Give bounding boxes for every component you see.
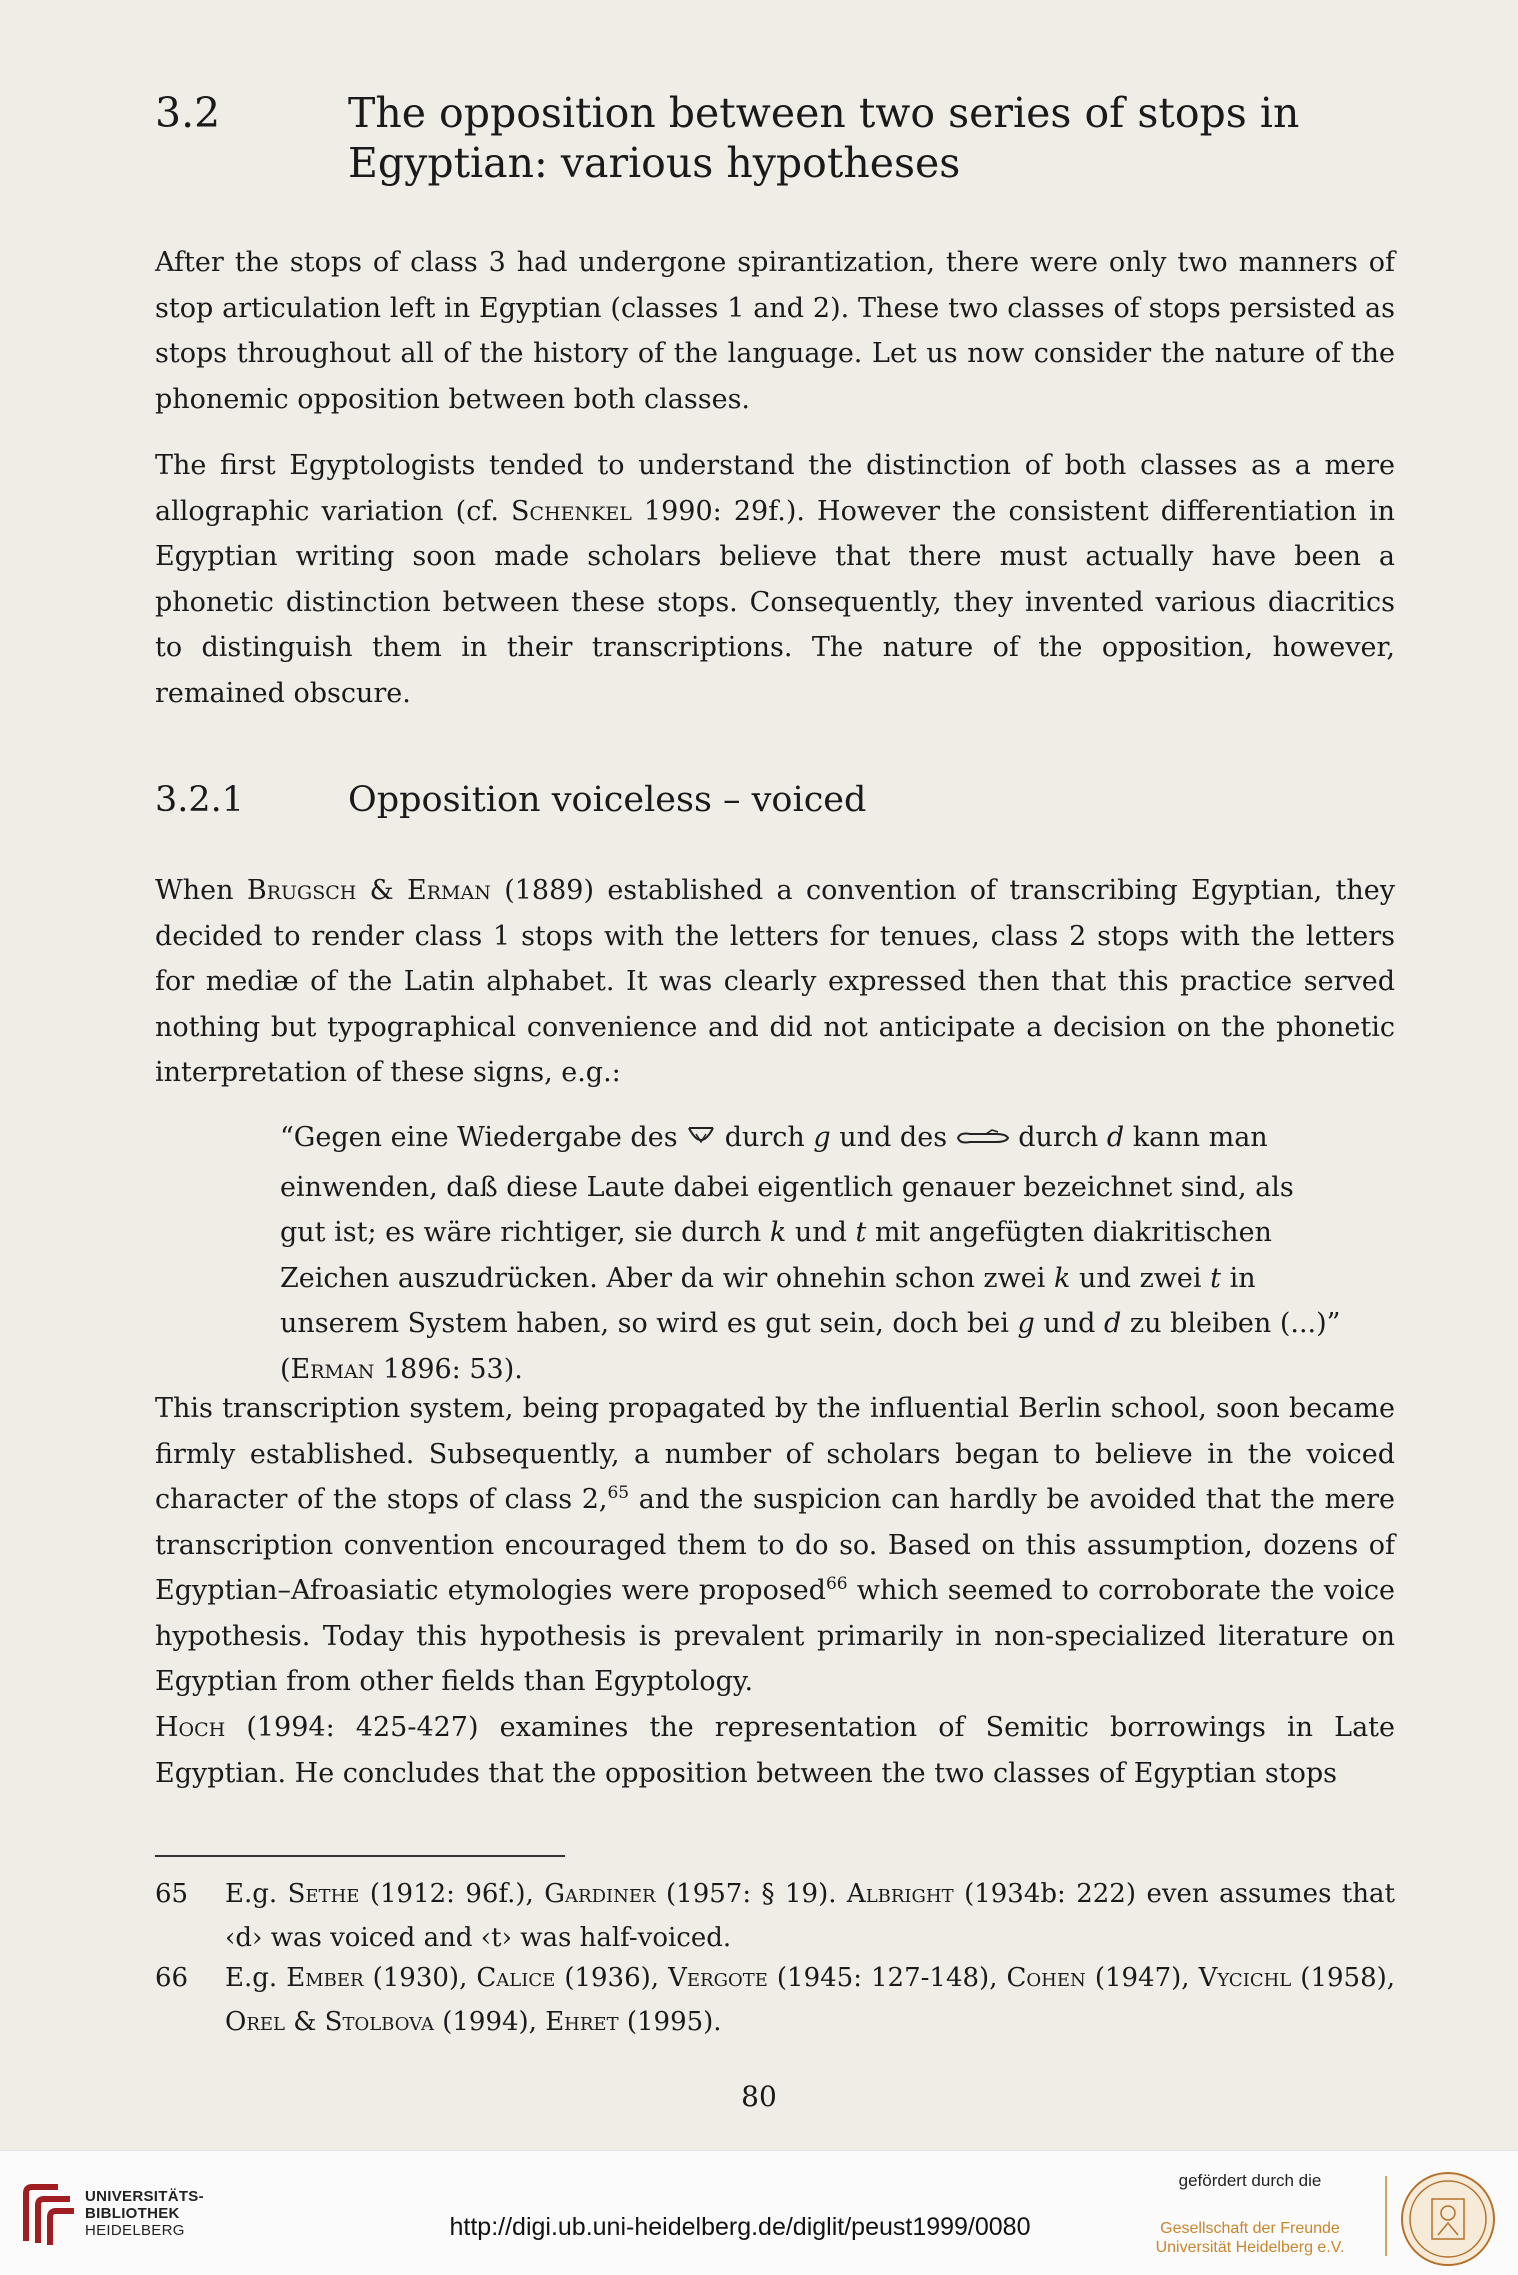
library-line: HEIDELBERG [85, 2222, 185, 2239]
paragraph-4 [155, 1386, 1395, 1705]
fn-text: (1957: § 19). [655, 1879, 847, 1909]
quote-text: in [1220, 1262, 1256, 1294]
paragraph-4-text-b: and the suspicion can hardly be avoided that the mere transcription convention encouraged them to do so. Based on this assumption, dozens of Egyptian–Afroasiatic etymologies were proposed [155, 1484, 1395, 1606]
subsection-number: 3.2.1 [155, 780, 245, 820]
fn-text: (1995). [618, 2007, 722, 2037]
citation: Vergote [668, 1963, 768, 1993]
fn-text: (1945: 127-148), [767, 1963, 1007, 1993]
quote-text: gut ist; es wäre richtiger, sie durch [280, 1217, 770, 1248]
hieroglyph-hand-icon [956, 1119, 1010, 1165]
citation: Gardiner [544, 1879, 656, 1909]
quote-letter: k [1053, 1262, 1071, 1294]
paragraph-4-text-c: which seemed to corroborate the voice hypothesis. Today this hypothesis is prevalent primarily in non-specialized literature on Egyptian from other fields than Egyptology. [155, 1575, 1395, 1697]
quote-text: zu bleiben (...)” [1121, 1308, 1341, 1339]
paragraph-5-text: (1994: 425-427) examines the representation of Semitic borrowings in Late Egyptian. He concludes that the opposition between the two classes of Egyptian stops [155, 1712, 1395, 1789]
quote-text: ( [280, 1353, 291, 1385]
citation: Ember [286, 1963, 364, 1993]
university-seal-icon[interactable] [1398, 2169, 1498, 2269]
quote-text: und zwei [1070, 1262, 1211, 1294]
quote-text: und [1034, 1308, 1105, 1339]
paragraph-3-text: (1889) established a convention of transcribing Egyptian, they decided to render class 1 stops with the letters for tenues, class 2 stops with the letters for mediæ of the Latin alphabet. It was clearly expressed then that this practice served nothing but typographical convenience and did not anticipate a decision on the phonetic interpretation of these signs, e.g.: [155, 875, 1395, 1088]
quote-line-2: einwenden, daß diese Laute dabei eigentlich genauer bezeichnet sind, als [280, 1171, 1294, 1203]
quote-letter: d [1106, 1122, 1125, 1153]
footnote-text [225, 1872, 1395, 1960]
citation: Calice [476, 1963, 556, 1993]
footnote-ref-65[interactable]: 65 [607, 1483, 630, 1503]
quote-letter: k [769, 1217, 787, 1248]
footnote-ref-66[interactable]: 66 [825, 1574, 848, 1594]
quote-letter: g [813, 1122, 831, 1153]
footer-divider [1385, 2176, 1387, 2256]
citation-schenkel: Schenkel [511, 495, 632, 527]
citation: Ehret [545, 2007, 619, 2037]
fn-text: (1936), [555, 1963, 669, 1993]
quote-letter: d [1104, 1308, 1122, 1339]
quote-text: und [786, 1217, 856, 1248]
paragraph-5 [155, 1705, 1395, 1796]
quote-text: und des [830, 1122, 956, 1153]
sponsor-label: gefördert durch die [1178, 2171, 1322, 2190]
citation-brugsch-erman: Brugsch & Erman [246, 875, 491, 906]
fn-text: (1958), [1291, 1963, 1396, 1993]
paragraph-3 [155, 868, 1395, 1096]
quote-line-4 [280, 1256, 1370, 1302]
citation: Albright [846, 1879, 954, 1909]
citation-erman: Erman [290, 1353, 375, 1385]
fn-text: (1994), [433, 2007, 546, 2037]
quote-letter: t [1210, 1262, 1221, 1294]
section-title: The opposition between two series of stops in Egyptian: various hypotheses [348, 89, 1300, 187]
fn-text: E.g. [225, 1963, 287, 1993]
citation-hoch: Hoch [155, 1712, 226, 1743]
sponsor-line: Gesellschaft der Freunde [1160, 2220, 1340, 2237]
paragraph-1-text: After the stops of class 3 had undergone spirantization, there were only two manners of stop articulation left in Egyptian (classes 1 and 2). These two classes of stops persisted as stops throughout all of the history of the language. Let us now consider the nature of the phonemic opposition between both classes. [155, 247, 1395, 415]
library-name [85, 2188, 204, 2239]
page-number: 80 [741, 2080, 777, 2113]
fn-text: (1947), [1085, 1963, 1199, 1993]
quote-line-3 [280, 1210, 1370, 1256]
footnote-number: 65 [155, 1879, 189, 1909]
citation: Vycichl [1198, 1963, 1292, 1993]
quote-text: kann man [1124, 1122, 1268, 1153]
paragraph-3-lead: When [155, 875, 247, 906]
paragraph-2-text-a: The first Egyptologists tended to understand the distinction of both classes as a mere allographic variation (cf. [155, 450, 1395, 527]
quote-text: durch [1009, 1122, 1107, 1153]
citation: Orel & Stolbova [225, 2007, 434, 2037]
quote-text: Zeichen auszudrücken. Aber da wir ohnehin schon zwei [280, 1262, 1054, 1294]
permalink-url[interactable]: http://digi.ub.uni-heidelberg.de/diglit/peust1999/0080 [449, 2213, 1031, 2241]
quote-text: unserem System haben, so wird es gut sein, doch bei [280, 1308, 1018, 1339]
quote-line-1 [280, 1115, 1370, 1165]
citation: Sethe [287, 1879, 360, 1909]
quote-text: “Gegen eine Wiedergabe des [280, 1122, 687, 1153]
sponsor-org [1120, 2219, 1380, 2257]
german-quote [280, 1115, 1370, 1392]
citation: Cohen [1006, 1963, 1086, 1993]
digitization-footer [0, 2150, 1518, 2275]
quote-letter: t [855, 1217, 867, 1248]
subsection-title: Opposition voiceless – voiced [348, 780, 867, 820]
sponsor-line: Universität Heidelberg e.V. [1155, 2239, 1345, 2256]
fn-text: E.g. [225, 1879, 288, 1909]
quote-letter: g [1017, 1308, 1035, 1339]
paragraph-4-text-a: This transcription system, being propagated by the influential Berlin school, soon became firmly established. Subsequently, a number of scholars began to believe in the voiced character of the stops of class 2, [155, 1393, 1395, 1515]
quote-line-5 [280, 1301, 1370, 1347]
footnote-number: 66 [155, 1963, 189, 1993]
sponsor-block [1120, 2171, 1380, 2257]
quote-text: durch [716, 1122, 814, 1153]
quote-text: 1896: 53). [374, 1353, 523, 1385]
fn-text: (1934b: 222) even assumes that ‹d› was voiced and ‹t› was half-voiced. [225, 1879, 1395, 1953]
library-line: BIBLIOTHEK [85, 2205, 180, 2222]
quote-text: mit angefügten diakritischen [866, 1217, 1272, 1248]
fn-text: (1930), [363, 1963, 477, 1993]
hieroglyph-basket-icon [686, 1119, 716, 1165]
ub-heidelberg-logo-icon[interactable] [18, 2181, 78, 2251]
footnote-text [225, 1956, 1395, 2044]
section-number: 3.2 [155, 89, 221, 137]
paragraph-1 [155, 240, 1395, 422]
fn-text: (1912: 96f.), [359, 1879, 545, 1909]
paragraph-2 [155, 443, 1395, 716]
footnote-divider [155, 1855, 565, 1857]
paragraph-2-text-b: 1990: 29f.). However the consistent differentiation in Egyptian writing soon made scholars believe that there must actually have been a phonetic distinction between these stops. Consequently, they invented various diacritics to distinguish them in their transcriptions. The nature of the opposition, however, remained obscure. [155, 495, 1395, 709]
library-line: UNIVERSITÄTS- [85, 2188, 204, 2205]
